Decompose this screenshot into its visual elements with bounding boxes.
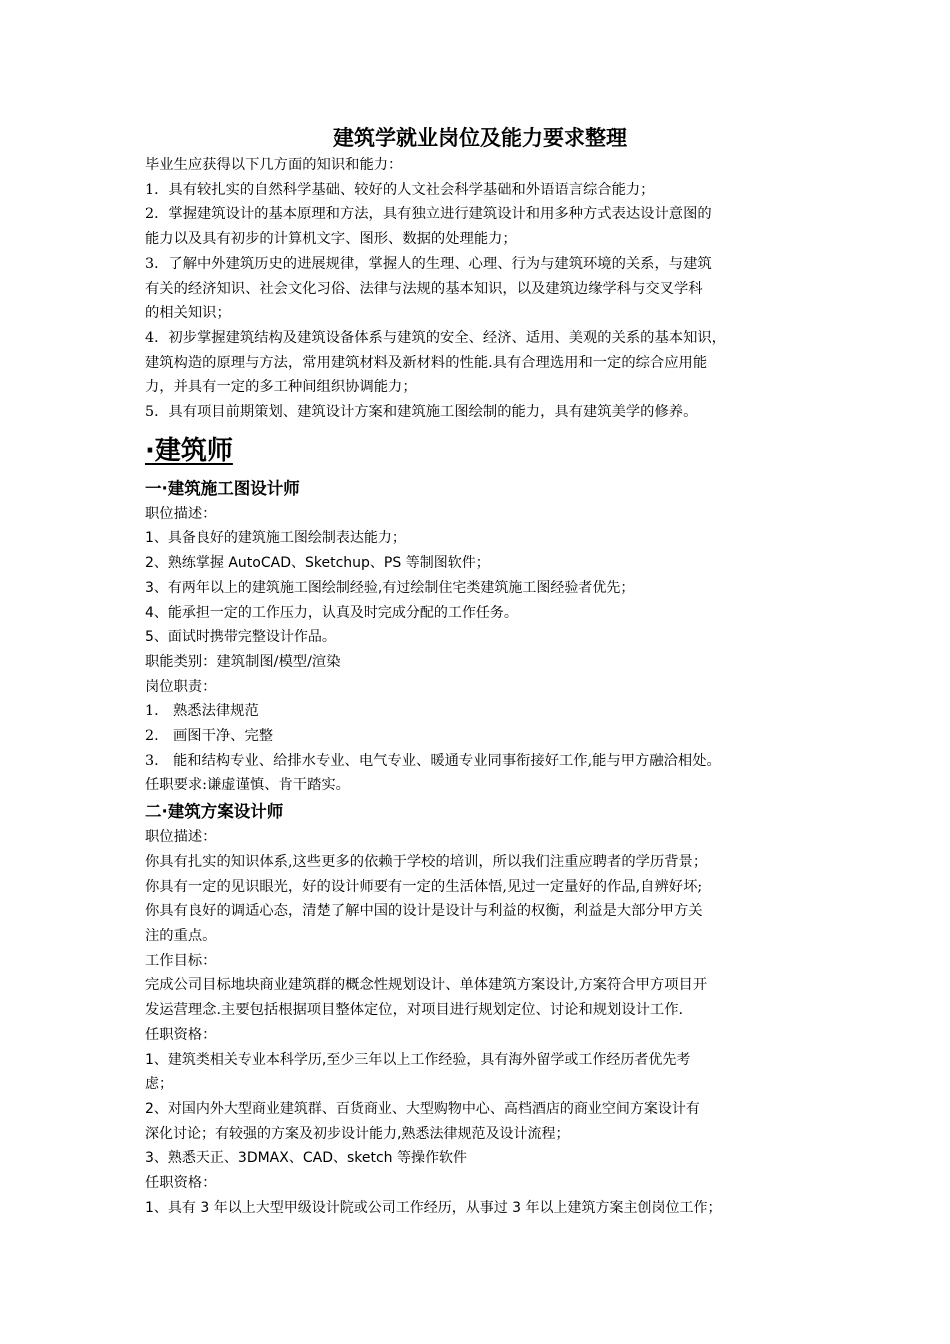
job2-qual-label: 任职资格： xyxy=(145,1026,217,1043)
intro-line: 有关的经济知识、社会文化习俗、法律与法规的基本知识，以及建筑边缘学科与交叉学科 xyxy=(145,280,703,297)
job1-requirement: 任职要求:谦虚谨慎、肯干踏实。 xyxy=(145,777,350,794)
intro-line: 能力以及具有初步的计算机文字、图形、数据的处理能力； xyxy=(145,231,517,248)
job2-desc-line: 你具有扎实的知识体系,这些更多的依赖于学校的培训，所以我们注重应聘者的学历背景； xyxy=(145,853,708,870)
intro-lead: 毕业生应获得以下几方面的知识和能力： xyxy=(145,157,403,173)
job2-qual-line: 1、建筑类相关专业本科学历,至少三年以上工作经验，具有海外留学或工作经历者优先考 xyxy=(145,1051,691,1068)
job2-goal-line: 发运营理念.主要包括根据项目整体定位，对项目进行规划定位、讨论和规划设计工作. xyxy=(145,1002,684,1019)
job1-desc-item: 2、熟练掌握 AutoCAD、Sketchup、PS 等制图软件； xyxy=(145,555,490,572)
job2-qual-line-2: 1、具有 3 年以上大型甲级设计院或公司工作经历，从事过 3 年以上建筑方案主创岗位工作； xyxy=(145,1199,722,1216)
job1-desc-item: 1、具备良好的建筑施工图绘制表达能力； xyxy=(145,530,406,547)
intro-line: 的相关知识； xyxy=(145,305,231,322)
intro-line: 3．了解中外建筑历史的进展规律，掌握人的生理、心理、行为与建筑环境的关系，与建筑 xyxy=(145,255,712,272)
job1-duty-item xyxy=(145,724,815,749)
job1-duty-label: 岗位职责： xyxy=(145,678,217,695)
job2-qual-line: 2、对国内外大型商业建筑群、百货商业、大型购物中心、高档酒店的商业空间方案设计有 xyxy=(145,1100,700,1117)
job1-duty-item xyxy=(145,749,815,774)
job2-desc-line: 你具有良好的调适心态，清楚了解中国的设计是设计与利益的权衡，利益是大部分甲方关 xyxy=(145,903,703,920)
job1-heading: 一·建筑施工图设计师 xyxy=(145,478,300,498)
intro-line: 4．初步掌握建筑结构及建筑设备体系与建筑的安全、经济、适用、美观的关系的基本知识， xyxy=(145,329,726,346)
duty-text: 熟悉法律规范 xyxy=(173,703,259,720)
job1-category: 职能类别：建筑制图/模型/渲染 xyxy=(145,653,341,670)
job2-desc-line: 注的重点。 xyxy=(145,927,217,944)
duty-number: 2. xyxy=(145,728,159,745)
duty-text: 画图干净、完整 xyxy=(173,728,274,745)
job2-heading: 二·建筑方案设计师 xyxy=(145,802,284,822)
intro-line: 1．具有较扎实的自然科学基础、较好的人文社会科学基础和外语语言综合能力； xyxy=(145,181,655,198)
job2-qual-line: 深化讨论；有较强的方案及初步设计能力,熟悉法律规范及设计流程； xyxy=(145,1125,570,1142)
job2-qual-line: 虑； xyxy=(145,1076,173,1093)
page-title: 建筑学就业岗位及能力要求整理 xyxy=(333,126,627,150)
job2-goal-line: 完成公司目标地块商业建筑群的概念性规划设计、单体建筑方案设计,方案符合甲方项目开 xyxy=(145,977,708,994)
duty-number: 1. xyxy=(145,703,159,720)
job1-duty-item xyxy=(145,699,815,724)
job2-qual-label-2: 任职资格： xyxy=(145,1175,217,1192)
duty-number: 3. xyxy=(145,752,159,769)
intro-line: 5．具有项目前期策划、建筑设计方案和建筑施工图绘制的能力，具有建筑美学的修养。 xyxy=(145,404,698,421)
job1-desc-item: 4、能承担一定的工作压力，认真及时完成分配的工作任务。 xyxy=(145,604,518,621)
job1-desc-item: 3、有两年以上的建筑施工图绘制经验,有过绘制住宅类建筑施工图经验者优先； xyxy=(145,579,635,596)
job1-desc-label: 职位描述： xyxy=(145,505,217,522)
intro-line: 力，并具有一定的多工种间组织协调能力； xyxy=(145,379,417,396)
duty-text: 能和结构专业、给排水专业、电气专业、暖通专业同事衔接好工作,能与甲方融洽相处。 xyxy=(173,752,721,769)
document-body xyxy=(145,123,815,1220)
job1-desc-item: 5、面试时携带完整设计作品。 xyxy=(145,629,336,646)
intro-line: 2．掌握建筑设计的基本原理和方法，具有独立进行建筑设计和用多种方式表达设计意图的 xyxy=(145,206,712,223)
section-heading: ·建筑师 xyxy=(145,435,233,466)
job2-desc-label: 职位描述： xyxy=(145,829,217,846)
job2-qual-line: 3、熟悉天正、3DMAX、CAD、sketch 等操作软件 xyxy=(145,1150,467,1167)
intro-line: 建筑构造的原理与方法，常用建筑材料及新材料的性能.具有合理选用和一定的综合应用能 xyxy=(145,354,708,371)
job2-desc-line: 你具有一定的见识眼光，好的设计师要有一定的生活体悟,见过一定量好的作品,自辨好坏; xyxy=(145,878,703,895)
job2-goal-label: 工作目标： xyxy=(145,952,217,969)
